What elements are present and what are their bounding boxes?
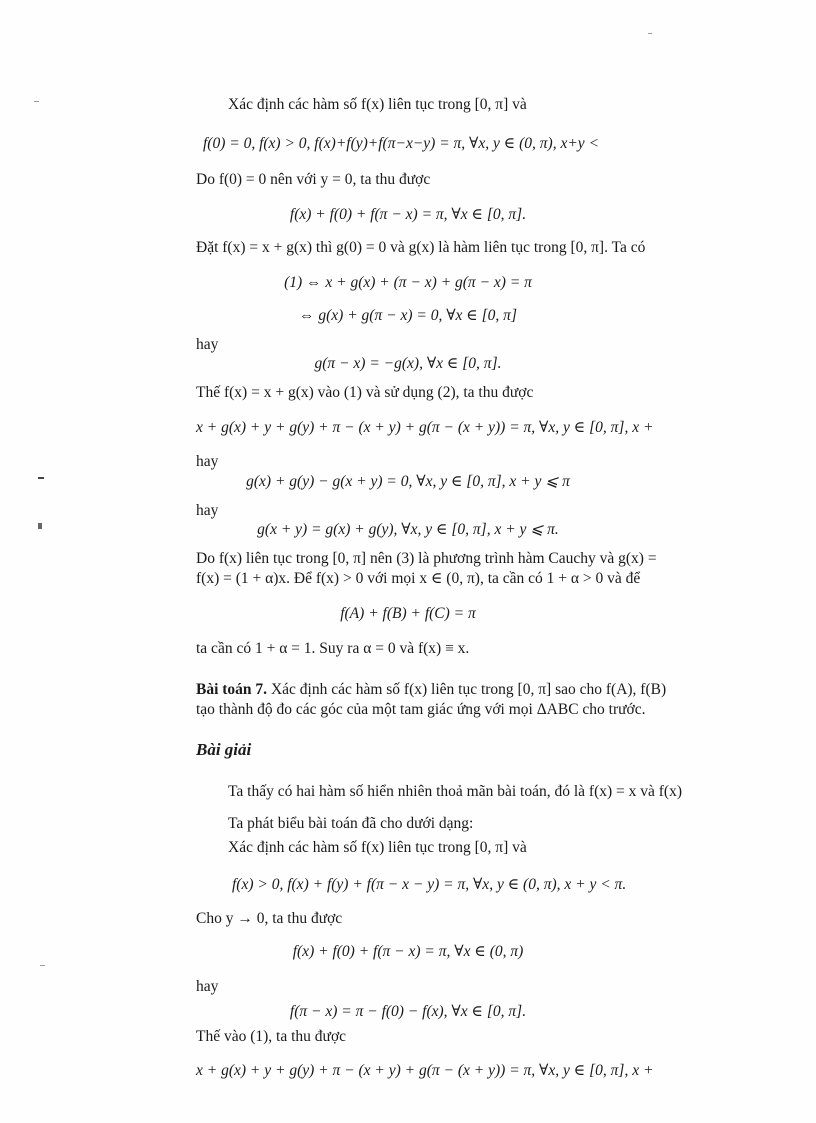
scan-speck [648,33,652,34]
equation-line: f(x) > 0, f(x) + f(y) + f(π − x − y) = π, ∀x, y ∈ (0, π), x + y < π. [232,876,627,893]
problem-statement [196,681,666,699]
equation-line: x + g(x) + y + g(y) + π − (x + y) + g(π − (x + y)) = π, ∀x, y ∈ [0, π], x + [196,419,654,436]
text-span: Xác định các hàm số f(x) liên tục trong [0, π] sao cho f(A), f(B) [267,681,667,698]
text-line: Đặt f(x) = x + g(x) thì g(0) = 0 và g(x) là hàm liên tục trong [0, π]. Ta có [196,239,646,256]
text-line: Xác định các hàm số f(x) liên tục trong [0, π] và [228,839,527,856]
problem-heading: Bài toán 7. [196,681,268,698]
equation-line: f(π − x) = π − f(0) − f(x), ∀x ∈ [0, π]. [289,1003,527,1020]
equation-line: f(x) + f(0) + f(π − x) = π, ∀x ∈ [0, π]. [289,206,527,223]
text-line: hay [196,453,219,470]
equation-line: f(x) + f(0) + f(π − x) = π, ∀x ∈ (0, π) [292,943,524,960]
text-line: f(x) = (1 + α)x. Để f(x) > 0 với mọi x ∈ (0, π), ta cần có 1 + α > 0 và để [196,570,641,587]
text-line: Xác định các hàm số f(x) liên tục trong [0, π] và [228,96,527,113]
text-line: Do f(0) = 0 nên với y = 0, ta thu được [196,171,431,188]
scan-speck [38,477,44,479]
text-line: Thế vào (1), ta thu được [196,1028,347,1045]
scan-speck [38,523,42,529]
text-line: hay [196,502,219,519]
text-line: Thế f(x) = x + g(x) vào (1) và sử dụng (2), ta thu được [196,384,534,401]
equation-line: ⇔ g(x) + g(π − x) = 0, ∀x ∈ [0, π] [299,307,517,324]
section-heading: Bài giải [196,740,252,759]
equation-line: (1) ⇔ x + g(x) + (π − x) + g(π − x) = π [284,274,532,291]
text-line: ta cần có 1 + α = 1. Suy ra α = 0 và f(x) ≡ x. [196,640,470,657]
text-line: hay [196,336,219,353]
text-line: hay [196,978,219,995]
text-line: Ta phát biểu bài toán đã cho dưới dạng: [228,815,474,832]
equation-line: x + g(x) + y + g(y) + π − (x + y) + g(π − (x + y)) = π, ∀x, y ∈ [0, π], x + [196,1062,654,1079]
equation-line: f(A) + f(B) + f(C) = π [340,605,476,622]
scan-speck [34,101,39,102]
text-line: Cho y → 0, ta thu được [196,910,343,927]
text-line: tạo thành độ đo các góc của một tam giác ứng với mọi ΔABC cho trước. [196,701,646,718]
text-line: Do f(x) liên tục trong [0, π] nên (3) là phương trình hàm Cauchy và g(x) = [196,550,657,567]
scan-speck [40,965,45,966]
equation-line: f(0) = 0, f(x) > 0, f(x)+f(y)+f(π−x−y) = π, ∀x, y ∈ (0, π), x+y < [203,135,600,152]
equation-line: g(x + y) = g(x) + g(y), ∀x, y ∈ [0, π], x + y ⩽ π. [257,521,559,538]
equation-line: g(π − x) = −g(x), ∀x ∈ [0, π]. [314,355,502,372]
equation-line: g(x) + g(y) − g(x + y) = 0, ∀x, y ∈ [0, π], x + y ⩽ π [246,473,570,490]
text-line: Ta thấy có hai hàm số hiển nhiên thoả mãn bài toán, đó là f(x) = x và f(x) [228,783,683,800]
